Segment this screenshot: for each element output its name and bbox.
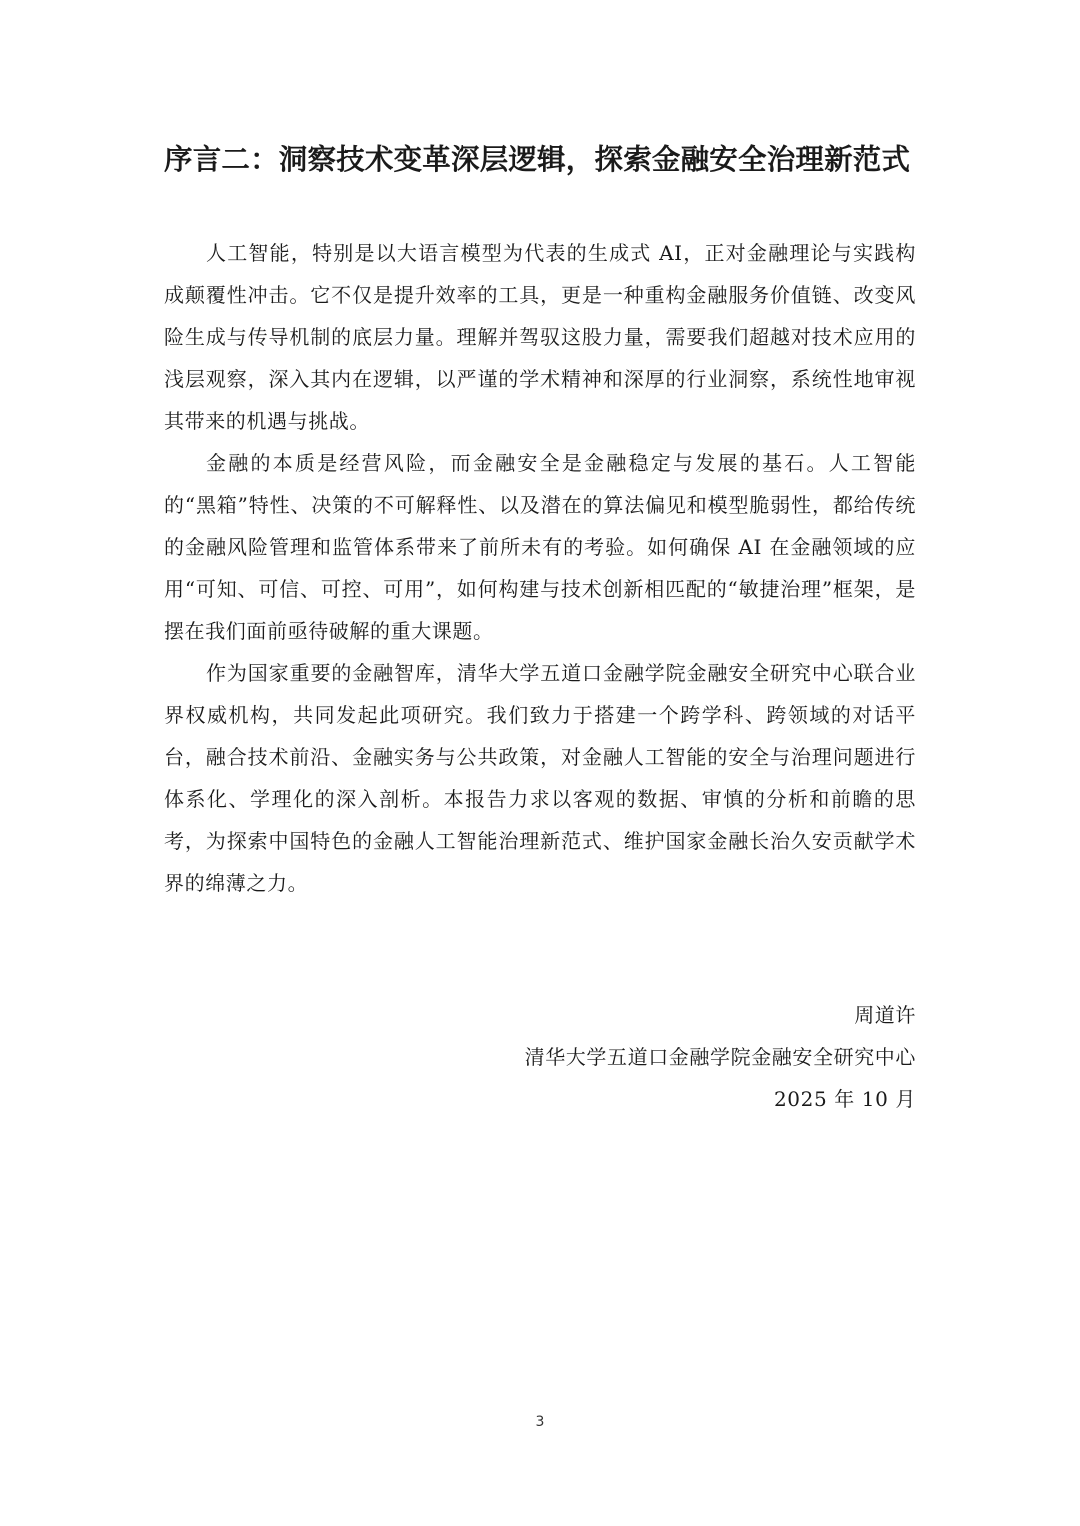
page-number: 3 [535, 1414, 545, 1430]
document-body [164, 232, 916, 904]
signature-date: 2025 年 10 月 [773, 1087, 916, 1111]
signature-block [525, 994, 916, 1120]
paragraph-3: 作为国家重要的金融智库，清华大学五道口金融学院金融安全研究中心联合业界权威机构，共同发起此项研究。我们致力于搭建一个跨学科、跨领域的对话平台，融合技术前沿、金融实务与公共政策，对金融人工智能的安全与治理问题进行体系化、学理化的深入剖析。本报告力求以客观的数据、审慎的分析和前瞻的思考，为探索中国特色的金融人工智能治理新范式、维护国家金融长治久安贡献学术界的绵薄之力。 [164, 661, 916, 895]
paragraph-2: 金融的本质是经营风险，而金融安全是金融稳定与发展的基石。人工智能的“黑箱”特性、决策的不可解释性、以及潜在的算法偏见和模型脆弱性，都给传统的金融风险管理和监管体系带来了前所未有的考验。如何确保 AI 在金融领域的应用“可知、可信、可控、可用”，如何构建与技术创新相匹配的“敏捷治理”框架，是摆在我们面前亟待破解的重大课题。 [164, 451, 916, 643]
paragraph-1: 人工智能，特别是以大语言模型为代表的生成式 AI，正对金融理论与实践构成颠覆性冲击。它不仅是提升效率的工具，更是一种重构金融服务价值链、改变风险生成与传导机制的底层力量。理解并驾驭这股力量，需要我们超越对技术应用的浅层观察，深入其内在逻辑，以严谨的学术精神和深厚的行业洞察，系统性地审视其带来的机遇与挑战。 [164, 241, 916, 433]
signature-organization: 清华大学五道口金融学院金融安全研究中心 [524, 1045, 916, 1069]
document-title: 序言二：洞察技术变革深层逻辑，探索金融安全治理新范式 [164, 143, 911, 176]
signature-author: 周道许 [854, 1003, 916, 1027]
